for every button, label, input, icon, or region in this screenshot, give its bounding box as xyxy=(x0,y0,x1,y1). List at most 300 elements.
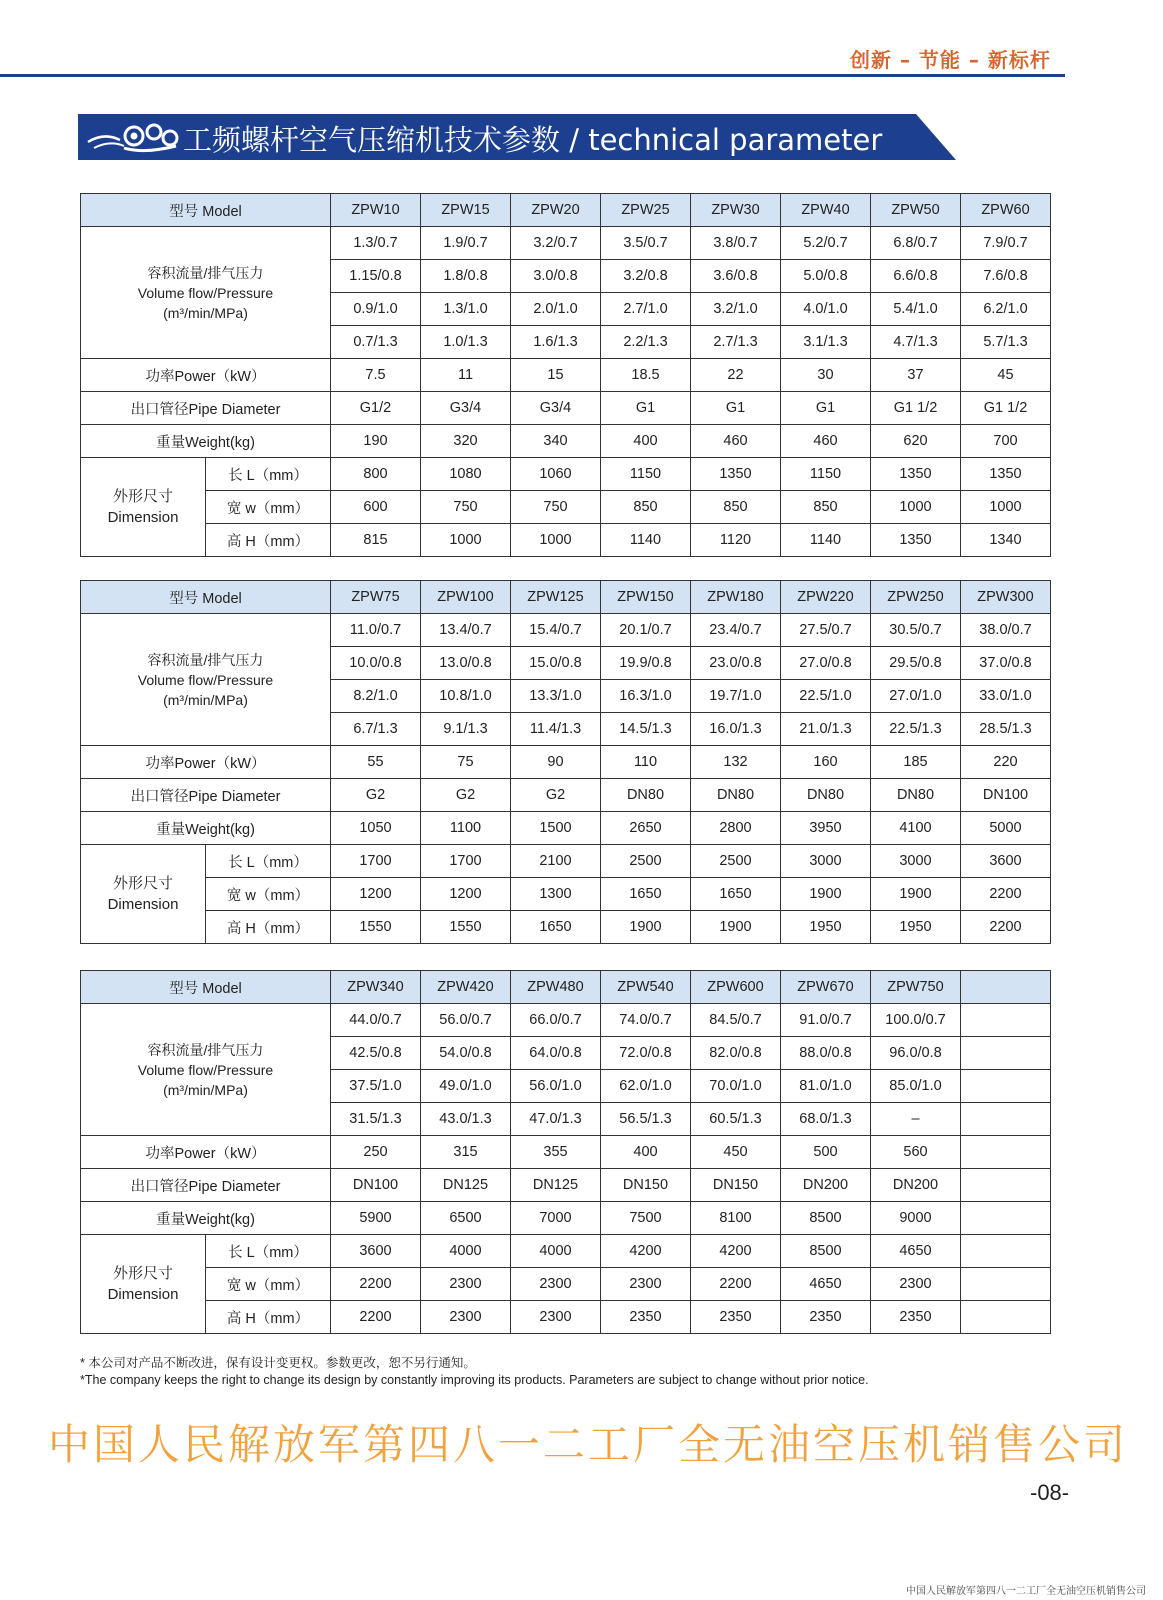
model-cell: ZPW50 xyxy=(871,194,961,227)
weight-cell: 340 xyxy=(511,425,601,458)
flow-cell: 44.0/0.7 xyxy=(331,1004,421,1037)
weight-cell: 7500 xyxy=(601,1202,691,1235)
length-cell: 2100 xyxy=(511,845,601,878)
weight-cell: 1100 xyxy=(421,812,511,845)
flow-cell xyxy=(961,1004,1051,1037)
flow-cell: 5.2/0.7 xyxy=(781,227,871,260)
width-cell: 4650 xyxy=(781,1268,871,1301)
spec-table-1 xyxy=(80,193,1051,557)
power-cell: 250 xyxy=(331,1136,421,1169)
length-cell: 3000 xyxy=(781,845,871,878)
section-banner xyxy=(78,114,956,160)
weight-cell: 700 xyxy=(961,425,1051,458)
flow-cell: 3.8/0.7 xyxy=(691,227,781,260)
length-cell: 2500 xyxy=(691,845,781,878)
power-cell: 185 xyxy=(871,746,961,779)
flow-cell: 4.0/1.0 xyxy=(781,293,871,326)
power-cell: 220 xyxy=(961,746,1051,779)
model-cell: ZPW420 xyxy=(421,971,511,1004)
length-label: 长 L（mm） xyxy=(206,458,331,491)
flow-cell: 30.5/0.7 xyxy=(871,614,961,647)
power-label: 功率Power（kW） xyxy=(81,359,331,392)
height-cell: 1120 xyxy=(691,524,781,557)
weight-cell: 4100 xyxy=(871,812,961,845)
length-label: 长 L（mm） xyxy=(206,1235,331,1268)
width-cell: 750 xyxy=(511,491,601,524)
pipe-cell xyxy=(961,1169,1051,1202)
height-cell xyxy=(961,1301,1051,1334)
width-cell: 2200 xyxy=(961,878,1051,911)
flow-cell: 37.0/0.8 xyxy=(961,647,1051,680)
flow-cell: 54.0/0.8 xyxy=(421,1037,511,1070)
height-cell: 1900 xyxy=(691,911,781,944)
width-cell: 850 xyxy=(601,491,691,524)
footer-company: 中国人民解放军第四八一二工厂全无油空压机销售公司 xyxy=(906,1586,1146,1597)
height-cell: 1900 xyxy=(601,911,691,944)
pipe-cell: DN100 xyxy=(961,779,1051,812)
flow-cell: 6.6/0.8 xyxy=(871,260,961,293)
weight-cell: 2800 xyxy=(691,812,781,845)
model-cell: ZPW40 xyxy=(781,194,871,227)
weight-label: 重量Weight(kg) xyxy=(81,425,331,458)
height-cell: 2350 xyxy=(601,1301,691,1334)
flow-cell: 28.5/1.3 xyxy=(961,713,1051,746)
top-rule xyxy=(0,74,1065,77)
power-cell: 110 xyxy=(601,746,691,779)
power-row xyxy=(81,359,1051,392)
width-cell: 750 xyxy=(421,491,511,524)
flow-cell: 11.4/1.3 xyxy=(511,713,601,746)
flow-cell: 6.8/0.7 xyxy=(871,227,961,260)
power-cell: 37 xyxy=(871,359,961,392)
pipe-cell: G2 xyxy=(511,779,601,812)
weight-cell: 400 xyxy=(601,425,691,458)
flow-cell: 2.2/1.3 xyxy=(601,326,691,359)
weight-cell: 190 xyxy=(331,425,421,458)
flow-cell: 68.0/1.3 xyxy=(781,1103,871,1136)
length-row xyxy=(81,1235,1051,1268)
width-row xyxy=(81,1268,1051,1301)
flow-cell: 5.0/0.8 xyxy=(781,260,871,293)
height-label: 高 H（mm） xyxy=(206,1301,331,1334)
flow-cell: 23.0/0.8 xyxy=(691,647,781,680)
weight-cell: 6500 xyxy=(421,1202,511,1235)
pipe-cell: G1 1/2 xyxy=(871,392,961,425)
flow-cell: 47.0/1.3 xyxy=(511,1103,601,1136)
flow-cell: 37.5/1.0 xyxy=(331,1070,421,1103)
weight-cell: 8100 xyxy=(691,1202,781,1235)
model-cell: ZPW480 xyxy=(511,971,601,1004)
power-label: 功率Power（kW） xyxy=(81,1136,331,1169)
flow-cell: 3.2/1.0 xyxy=(691,293,781,326)
flow-label xyxy=(81,1004,331,1136)
flow-cell: 3.1/1.3 xyxy=(781,326,871,359)
pipe-cell: G1 1/2 xyxy=(961,392,1051,425)
length-row xyxy=(81,458,1051,491)
model-cell: ZPW75 xyxy=(331,581,421,614)
flow-cell: 6.2/1.0 xyxy=(961,293,1051,326)
length-cell: 1150 xyxy=(601,458,691,491)
pipe-label: 出口管径Pipe Diameter xyxy=(81,779,331,812)
width-cell: 2300 xyxy=(871,1268,961,1301)
flow-cell: 2.7/1.3 xyxy=(691,326,781,359)
model-label: 型号 Model xyxy=(81,971,331,1004)
flow-cell: 4.7/1.3 xyxy=(871,326,961,359)
pipe-row xyxy=(81,779,1051,812)
flow-cell: 5.7/1.3 xyxy=(961,326,1051,359)
width-cell: 1200 xyxy=(331,878,421,911)
flow-cell: 1.8/0.8 xyxy=(421,260,511,293)
width-cell: 1000 xyxy=(961,491,1051,524)
flow-cell: 85.0/1.0 xyxy=(871,1070,961,1103)
model-cell: ZPW250 xyxy=(871,581,961,614)
height-label: 高 H（mm） xyxy=(206,524,331,557)
width-cell: 1900 xyxy=(871,878,961,911)
width-cell xyxy=(961,1268,1051,1301)
flow-cell: 72.0/0.8 xyxy=(601,1037,691,1070)
flow-cell xyxy=(961,1037,1051,1070)
height-cell: 1550 xyxy=(331,911,421,944)
pipe-row xyxy=(81,392,1051,425)
height-cell: 1950 xyxy=(781,911,871,944)
flow-cell: 3.2/0.8 xyxy=(601,260,691,293)
flow-cell: 62.0/1.0 xyxy=(601,1070,691,1103)
height-cell: 1650 xyxy=(511,911,601,944)
width-cell: 1200 xyxy=(421,878,511,911)
slogan: 创新 – 节能 – 新标杆 xyxy=(850,48,1051,72)
weight-cell: 8500 xyxy=(781,1202,871,1235)
dimension-label-cn: 外形尺寸 xyxy=(112,875,173,892)
model-cell: ZPW180 xyxy=(691,581,781,614)
flow-cell: 10.8/1.0 xyxy=(421,680,511,713)
flow-label-unit: (m³/min/MPa) xyxy=(163,691,248,708)
flow-cell: 9.1/1.3 xyxy=(421,713,511,746)
flow-label-en: Volume flow/Pressure xyxy=(137,671,274,688)
flow-label-unit: (m³/min/MPa) xyxy=(163,1081,248,1098)
length-cell: 1060 xyxy=(511,458,601,491)
flow-cell: 56.0/1.0 xyxy=(511,1070,601,1103)
model-cell: ZPW340 xyxy=(331,971,421,1004)
flow-cell: 3.2/0.7 xyxy=(511,227,601,260)
width-cell: 1650 xyxy=(691,878,781,911)
flow-cell: 14.5/1.3 xyxy=(601,713,691,746)
model-cell: ZPW60 xyxy=(961,194,1051,227)
length-cell: 1350 xyxy=(691,458,781,491)
flow-cell: 82.0/0.8 xyxy=(691,1037,781,1070)
flow-cell: 96.0/0.8 xyxy=(871,1037,961,1070)
height-cell: 1000 xyxy=(511,524,601,557)
flow-cell: 19.7/1.0 xyxy=(691,680,781,713)
power-cell: 90 xyxy=(511,746,601,779)
pipe-label: 出口管径Pipe Diameter xyxy=(81,392,331,425)
flow-cell: 15.4/0.7 xyxy=(511,614,601,647)
power-cell: 11 xyxy=(421,359,511,392)
flow-row xyxy=(81,1004,1051,1037)
width-row xyxy=(81,491,1051,524)
model-cell: ZPW25 xyxy=(601,194,691,227)
flow-cell: 1.15/0.8 xyxy=(331,260,421,293)
model-label: 型号 Model xyxy=(81,581,331,614)
model-cell: ZPW600 xyxy=(691,971,781,1004)
flow-cell: 5.4/1.0 xyxy=(871,293,961,326)
length-cell: 1080 xyxy=(421,458,511,491)
flow-label-en: Volume flow/Pressure xyxy=(137,284,274,301)
note-cn: * 本公司对产品不断改进，保有设计变更权。参数更改，恕不另行通知。 xyxy=(80,1356,476,1370)
weight-cell: 460 xyxy=(781,425,871,458)
note-en: *The company keeps the right to change its design by constantly improving its products. Parameters are subject to change without prior notice. xyxy=(80,1373,869,1387)
flow-cell: 33.0/1.0 xyxy=(961,680,1051,713)
pipe-cell: DN150 xyxy=(601,1169,691,1202)
length-cell: 800 xyxy=(331,458,421,491)
pipe-cell: DN200 xyxy=(871,1169,961,1202)
length-cell: 3600 xyxy=(331,1235,421,1268)
cloud-ornament-icon xyxy=(84,118,180,156)
model-cell: ZPW670 xyxy=(781,971,871,1004)
height-cell: 1140 xyxy=(781,524,871,557)
height-cell: 2200 xyxy=(961,911,1051,944)
width-label: 宽 w（mm） xyxy=(206,1268,331,1301)
weight-cell: 9000 xyxy=(871,1202,961,1235)
flow-cell: 8.2/1.0 xyxy=(331,680,421,713)
width-cell: 2200 xyxy=(331,1268,421,1301)
model-cell: ZPW150 xyxy=(601,581,691,614)
length-cell: 1700 xyxy=(331,845,421,878)
width-cell: 850 xyxy=(781,491,871,524)
dimension-label xyxy=(81,845,206,944)
power-cell: 355 xyxy=(511,1136,601,1169)
height-cell: 1950 xyxy=(871,911,961,944)
width-cell: 2300 xyxy=(601,1268,691,1301)
dimension-label-cn: 外形尺寸 xyxy=(112,1265,173,1282)
flow-cell: 1.6/1.3 xyxy=(511,326,601,359)
dimension-label xyxy=(81,458,206,557)
model-cell: ZPW100 xyxy=(421,581,511,614)
power-cell: 400 xyxy=(601,1136,691,1169)
power-cell: 450 xyxy=(691,1136,781,1169)
power-cell xyxy=(961,1136,1051,1169)
flow-label-unit: (m³/min/MPa) xyxy=(163,304,248,321)
flow-cell: 21.0/1.3 xyxy=(781,713,871,746)
power-cell: 45 xyxy=(961,359,1051,392)
flow-cell: 42.5/0.8 xyxy=(331,1037,421,1070)
height-cell: 2350 xyxy=(691,1301,781,1334)
height-label: 高 H（mm） xyxy=(206,911,331,944)
power-row xyxy=(81,746,1051,779)
pipe-cell: DN200 xyxy=(781,1169,871,1202)
weight-label: 重量Weight(kg) xyxy=(81,1202,331,1235)
pipe-cell: G2 xyxy=(421,779,511,812)
weight-row xyxy=(81,425,1051,458)
width-cell: 2300 xyxy=(421,1268,511,1301)
power-cell: 55 xyxy=(331,746,421,779)
width-cell: 1650 xyxy=(601,878,691,911)
flow-row xyxy=(81,227,1051,260)
flow-cell: 81.0/1.0 xyxy=(781,1070,871,1103)
flow-cell: 13.0/0.8 xyxy=(421,647,511,680)
flow-cell: 56.0/0.7 xyxy=(421,1004,511,1037)
flow-cell: 38.0/0.7 xyxy=(961,614,1051,647)
power-cell: 315 xyxy=(421,1136,511,1169)
power-row xyxy=(81,1136,1051,1169)
height-cell: 1140 xyxy=(601,524,691,557)
weight-cell: 1050 xyxy=(331,812,421,845)
dimension-label-cn: 外形尺寸 xyxy=(112,488,173,505)
flow-cell: 84.5/0.7 xyxy=(691,1004,781,1037)
weight-cell: 620 xyxy=(871,425,961,458)
flow-cell: 56.5/1.3 xyxy=(601,1103,691,1136)
pipe-cell: DN125 xyxy=(511,1169,601,1202)
flow-cell: 16.0/1.3 xyxy=(691,713,781,746)
flow-cell: 3.5/0.7 xyxy=(601,227,691,260)
weight-cell: 460 xyxy=(691,425,781,458)
height-cell: 1340 xyxy=(961,524,1051,557)
model-row xyxy=(81,581,1051,614)
width-cell: 600 xyxy=(331,491,421,524)
power-cell: 160 xyxy=(781,746,871,779)
model-cell: ZPW20 xyxy=(511,194,601,227)
flow-cell: 66.0/0.7 xyxy=(511,1004,601,1037)
pipe-cell: G1 xyxy=(781,392,871,425)
model-row xyxy=(81,971,1051,1004)
flow-cell: 27.5/0.7 xyxy=(781,614,871,647)
flow-cell: 74.0/0.7 xyxy=(601,1004,691,1037)
flow-cell: 1.0/1.3 xyxy=(421,326,511,359)
length-cell: 1350 xyxy=(961,458,1051,491)
flow-cell: 31.5/1.3 xyxy=(331,1103,421,1136)
flow-cell: 19.9/0.8 xyxy=(601,647,691,680)
weight-cell: 1500 xyxy=(511,812,601,845)
flow-cell: – xyxy=(871,1103,961,1136)
flow-cell: 64.0/0.8 xyxy=(511,1037,601,1070)
flow-cell: 88.0/0.8 xyxy=(781,1037,871,1070)
flow-cell: 7.6/0.8 xyxy=(961,260,1051,293)
length-row xyxy=(81,845,1051,878)
power-cell: 15 xyxy=(511,359,601,392)
weight-label: 重量Weight(kg) xyxy=(81,812,331,845)
power-cell: 22 xyxy=(691,359,781,392)
length-cell: 1700 xyxy=(421,845,511,878)
flow-label-cn: 容积流量/排气压力 xyxy=(147,1041,264,1058)
weight-cell: 320 xyxy=(421,425,511,458)
height-cell: 2200 xyxy=(331,1301,421,1334)
length-cell: 2500 xyxy=(601,845,691,878)
flow-cell: 70.0/1.0 xyxy=(691,1070,781,1103)
width-label: 宽 w（mm） xyxy=(206,878,331,911)
pipe-cell: DN150 xyxy=(691,1169,781,1202)
model-cell: ZPW125 xyxy=(511,581,601,614)
flow-cell xyxy=(961,1070,1051,1103)
flow-label-cn: 容积流量/排气压力 xyxy=(147,651,264,668)
height-cell: 2300 xyxy=(511,1301,601,1334)
flow-cell: 2.0/1.0 xyxy=(511,293,601,326)
flow-cell: 91.0/0.7 xyxy=(781,1004,871,1037)
model-cell: ZPW540 xyxy=(601,971,691,1004)
flow-cell: 27.0/0.8 xyxy=(781,647,871,680)
width-label: 宽 w（mm） xyxy=(206,491,331,524)
height-cell: 1350 xyxy=(871,524,961,557)
spec-table-3 xyxy=(80,970,1051,1334)
flow-cell: 3.0/0.8 xyxy=(511,260,601,293)
flow-cell: 20.1/0.7 xyxy=(601,614,691,647)
weight-cell: 7000 xyxy=(511,1202,601,1235)
flow-cell: 10.0/0.8 xyxy=(331,647,421,680)
pipe-cell: DN80 xyxy=(871,779,961,812)
weight-cell: 2650 xyxy=(601,812,691,845)
pipe-cell: G1/2 xyxy=(331,392,421,425)
flow-cell: 100.0/0.7 xyxy=(871,1004,961,1037)
weight-cell xyxy=(961,1202,1051,1235)
width-cell: 1300 xyxy=(511,878,601,911)
flow-label-en: Volume flow/Pressure xyxy=(137,1061,274,1078)
dimension-label-en: Dimension xyxy=(107,1286,179,1303)
flow-cell: 13.3/1.0 xyxy=(511,680,601,713)
dimension-label-en: Dimension xyxy=(107,896,179,913)
flow-cell: 1.9/0.7 xyxy=(421,227,511,260)
length-label: 长 L（mm） xyxy=(206,845,331,878)
flow-cell: 0.9/1.0 xyxy=(331,293,421,326)
length-cell: 1350 xyxy=(871,458,961,491)
flow-cell: 29.5/0.8 xyxy=(871,647,961,680)
height-cell: 1550 xyxy=(421,911,511,944)
flow-cell: 13.4/0.7 xyxy=(421,614,511,647)
model-cell: ZPW220 xyxy=(781,581,871,614)
model-cell xyxy=(961,971,1051,1004)
pipe-cell: G3/4 xyxy=(421,392,511,425)
width-row xyxy=(81,878,1051,911)
width-cell: 2300 xyxy=(511,1268,601,1301)
flow-cell: 7.9/0.7 xyxy=(961,227,1051,260)
width-cell: 1000 xyxy=(871,491,961,524)
pipe-label: 出口管径Pipe Diameter xyxy=(81,1169,331,1202)
flow-cell: 2.7/1.0 xyxy=(601,293,691,326)
power-cell: 18.5 xyxy=(601,359,691,392)
company-name: 中国人民解放军第四八一二工厂全无油空压机销售公司 xyxy=(48,1420,1129,1469)
dimension-label xyxy=(81,1235,206,1334)
model-cell: ZPW750 xyxy=(871,971,961,1004)
pipe-cell: DN80 xyxy=(691,779,781,812)
pipe-cell: DN125 xyxy=(421,1169,511,1202)
length-cell: 8500 xyxy=(781,1235,871,1268)
length-cell: 4200 xyxy=(691,1235,781,1268)
model-cell: ZPW300 xyxy=(961,581,1051,614)
flow-label-cn: 容积流量/排气压力 xyxy=(147,264,264,281)
height-row xyxy=(81,524,1051,557)
pipe-cell: DN80 xyxy=(781,779,871,812)
spec-table-2 xyxy=(80,580,1051,944)
flow-cell: 16.3/1.0 xyxy=(601,680,691,713)
length-cell: 3000 xyxy=(871,845,961,878)
power-cell: 132 xyxy=(691,746,781,779)
power-cell: 560 xyxy=(871,1136,961,1169)
length-cell: 4000 xyxy=(511,1235,601,1268)
pipe-cell: G1 xyxy=(601,392,691,425)
power-cell: 30 xyxy=(781,359,871,392)
pipe-cell: G2 xyxy=(331,779,421,812)
flow-cell: 1.3/0.7 xyxy=(331,227,421,260)
flow-cell: 11.0/0.7 xyxy=(331,614,421,647)
length-cell: 1150 xyxy=(781,458,871,491)
flow-cell: 43.0/1.3 xyxy=(421,1103,511,1136)
length-cell: 4200 xyxy=(601,1235,691,1268)
flow-label xyxy=(81,614,331,746)
height-cell: 2300 xyxy=(421,1301,511,1334)
model-row xyxy=(81,194,1051,227)
flow-cell: 49.0/1.0 xyxy=(421,1070,511,1103)
model-cell: ZPW10 xyxy=(331,194,421,227)
banner-title: 工频螺杆空气压缩机技术参数 / technical parameter xyxy=(183,123,883,157)
flow-cell: 15.0/0.8 xyxy=(511,647,601,680)
flow-cell: 3.6/0.8 xyxy=(691,260,781,293)
